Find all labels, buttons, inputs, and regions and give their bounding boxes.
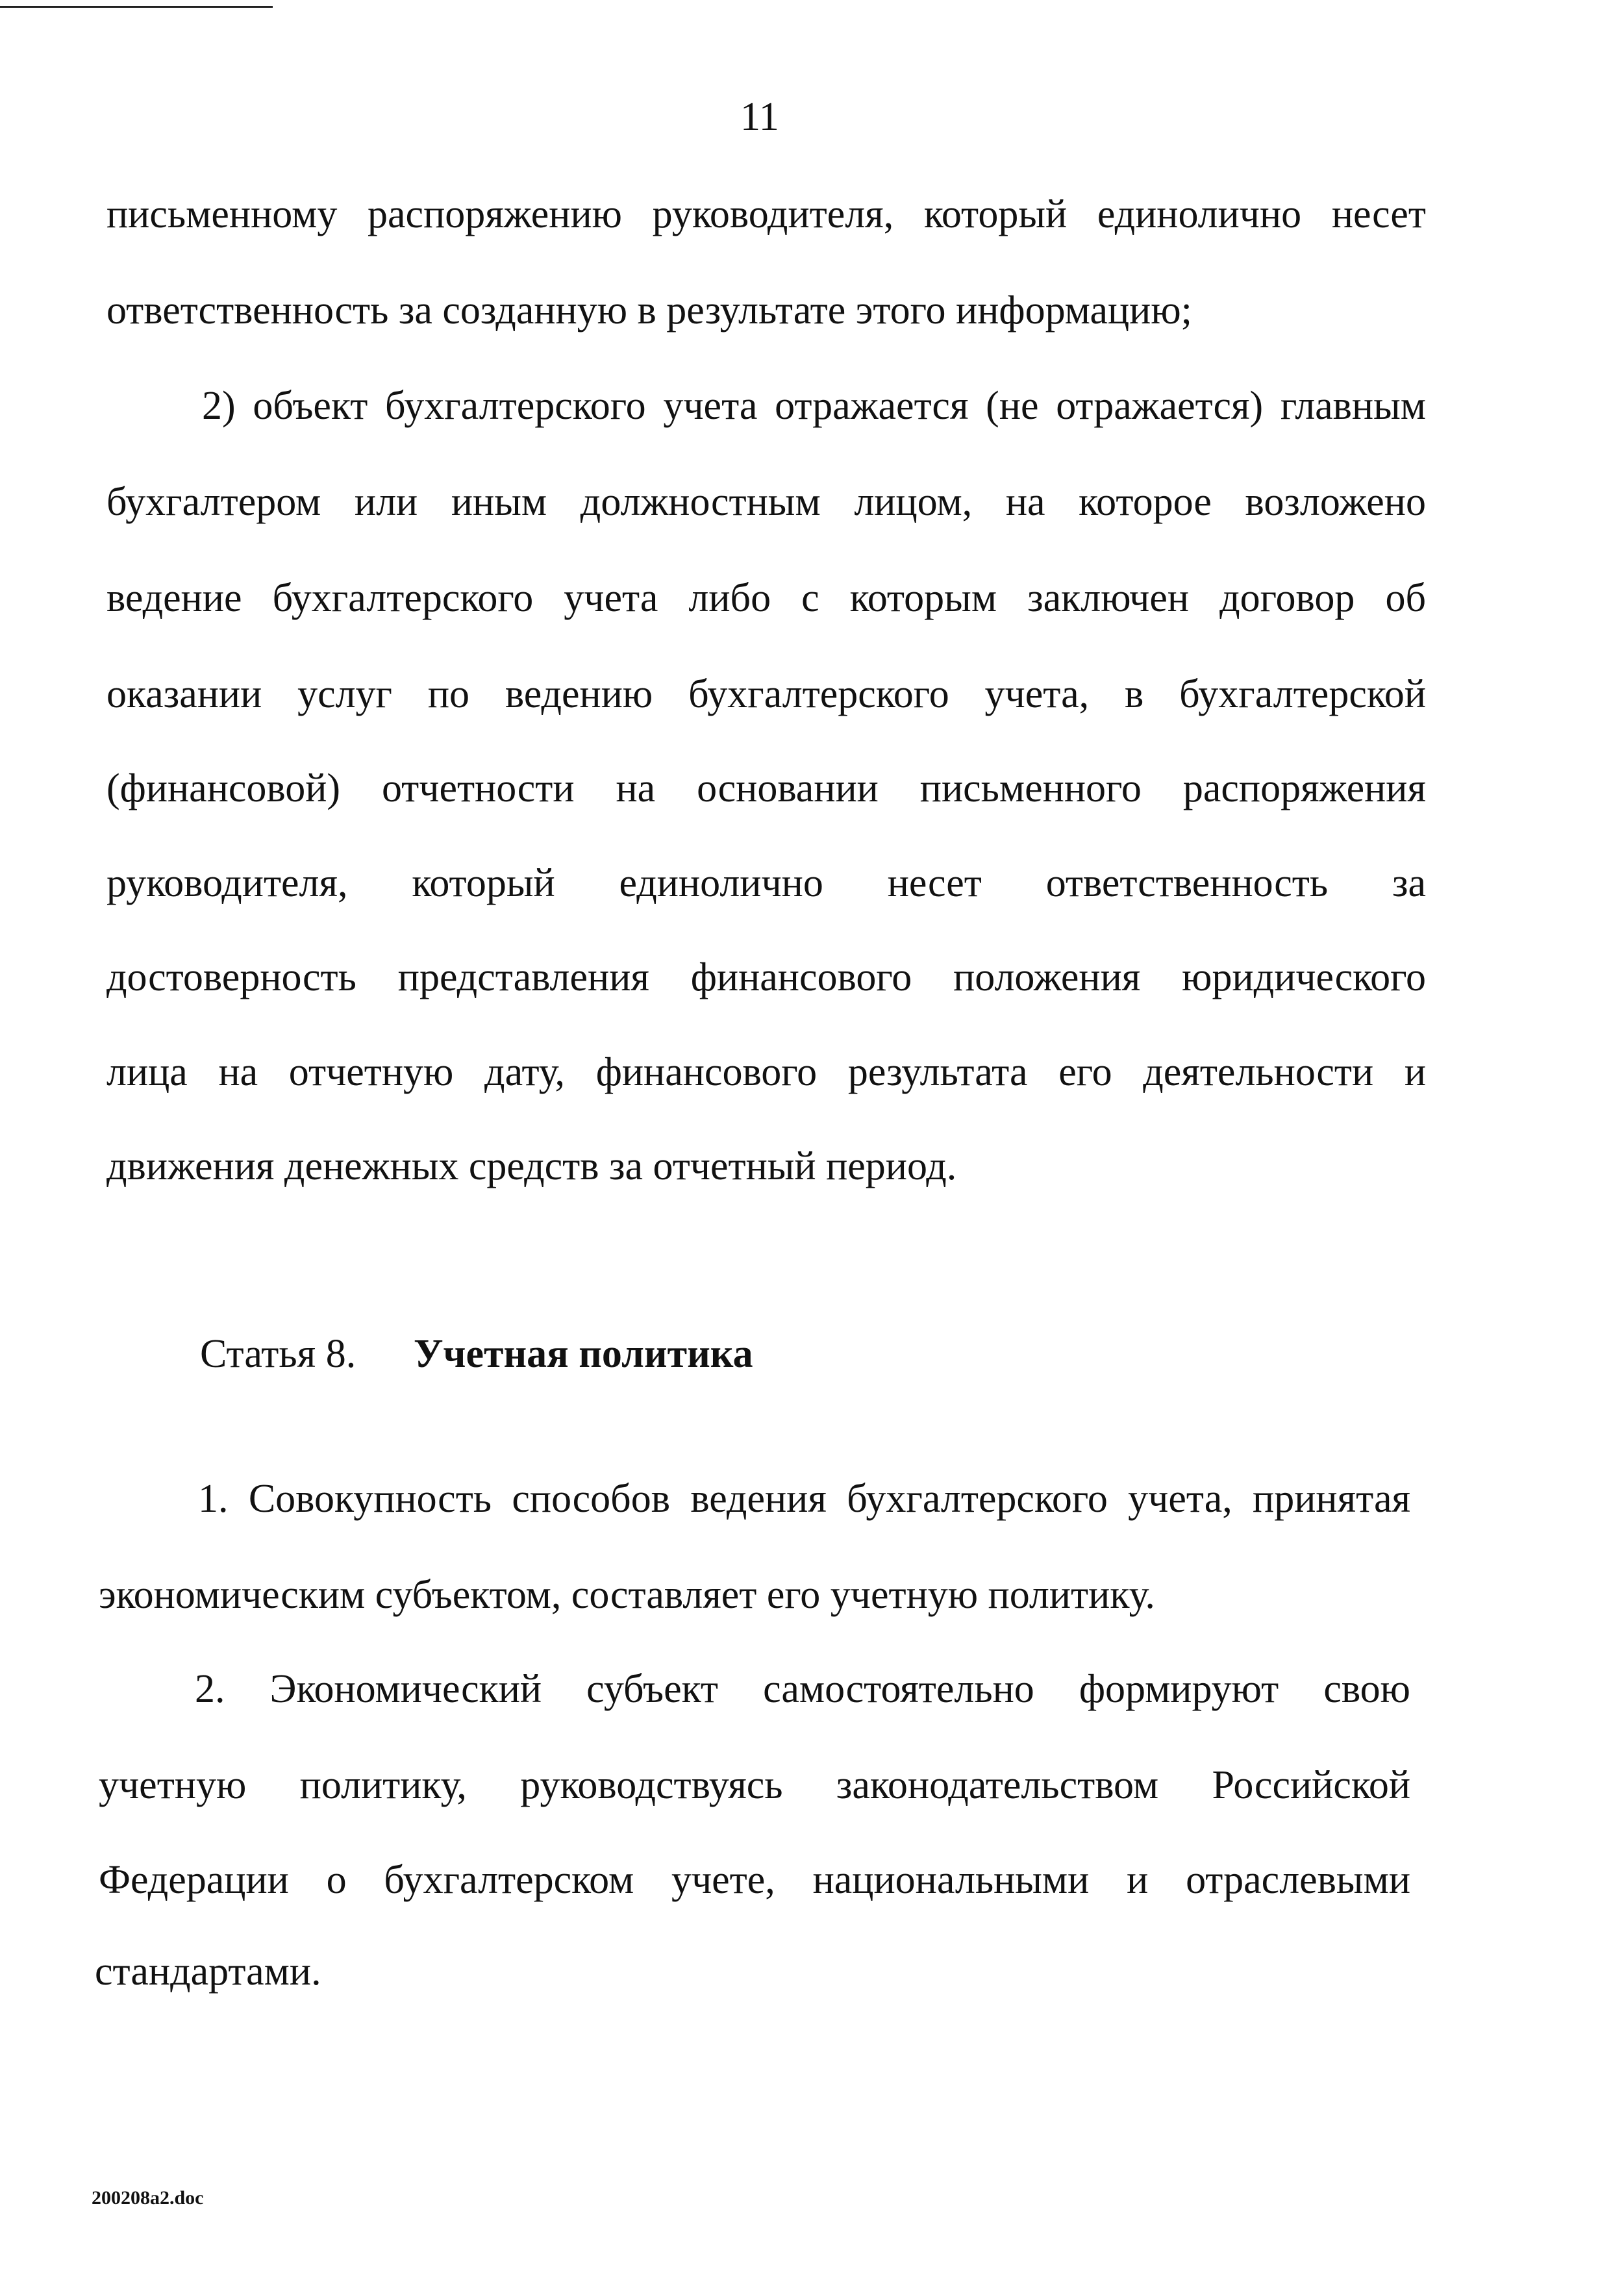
text-line: ответственность за созданную в результате этого информацию; (106, 288, 1192, 332)
text-line: учетную политику, руководствуясь законодательством Российской (99, 1763, 1410, 1807)
top-rule (0, 6, 273, 8)
article-title: Учетная политика (414, 1332, 753, 1376)
text-line: письменному распоряжению руководителя, который единолично несет (106, 192, 1426, 236)
text-line: Федерации о бухгалтерском учете, национальными и отраслевыми (99, 1858, 1410, 1902)
text-line: 2) объект бухгалтерского учета отражается (не отражается) главным (202, 384, 1426, 428)
text-line: оказании услуг по ведению бухгалтерского учета, в бухгалтерской (106, 672, 1426, 716)
text-line: 1. Совокупность способов ведения бухгалтерского учета, принятая (198, 1477, 1410, 1521)
text-line: бухгалтером или иным должностным лицом, на которое возложено (106, 480, 1426, 524)
text-line: лица на отчетную дату, финансового результата его деятельности и (106, 1050, 1426, 1094)
text-line: руководителя, который единолично несет ответственность за (106, 861, 1426, 905)
text-line: движения денежных средств за отчетный период. (106, 1144, 957, 1188)
page-number: 11 (740, 95, 779, 139)
text-line: ведение бухгалтерского учета либо с которым заключен договор об (106, 576, 1426, 620)
text-line: (финансовой) отчетности на основании письменного распоряжения (106, 766, 1426, 810)
text-line: достоверность представления финансового положения юридического (106, 955, 1426, 999)
text-line: стандартами. (95, 1949, 321, 1994)
footer-filename: 200208a2.doc (92, 2187, 204, 2209)
text-line: 2. Экономический субъект самостоятельно формируют свою (195, 1667, 1410, 1711)
text-line: экономическим субъектом, составляет его учетную политику. (99, 1573, 1155, 1617)
article-number: Статья 8. (200, 1332, 356, 1376)
